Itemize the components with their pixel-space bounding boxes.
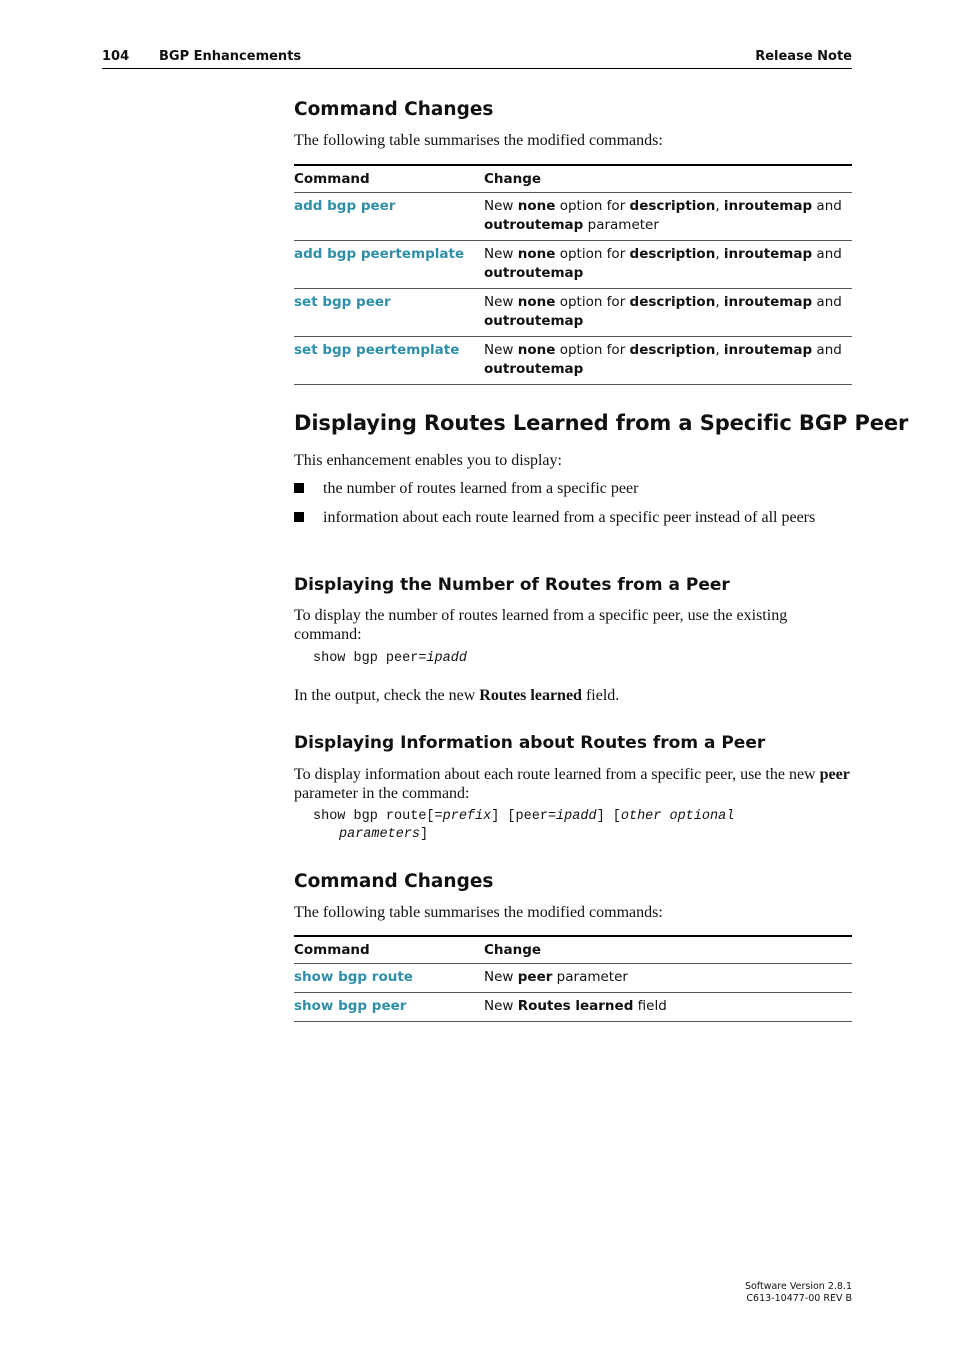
change-cell: New none option for description, inroutemap and outroutemap [484, 289, 852, 337]
subsection-heading-route-information: Displaying Information about Routes from a Peer [294, 733, 766, 753]
command-changes-table-1 [294, 166, 852, 385]
table-intro: The following table summarises the modified commands: [294, 904, 663, 921]
column-header-command: Command [294, 937, 484, 964]
change-cell: New none option for description, inroutemap and outroutemap [484, 241, 852, 289]
command-changes-heading: Command Changes [294, 99, 494, 120]
table-row [294, 193, 852, 241]
change-cell: New Routes learned field [484, 993, 852, 1022]
column-header-command: Command [294, 166, 484, 193]
table-intro: The following table summarises the modified commands: [294, 132, 663, 149]
table-row [294, 289, 852, 337]
subsection-text: To display information about each route learned from a specific peer, use the new peer parameter in the command: [294, 766, 850, 802]
subsection-text: To display the number of routes learned from a specific peer, use the existing command: [294, 607, 788, 643]
command-link[interactable]: set bgp peer [294, 294, 391, 310]
command-link[interactable]: add bgp peer [294, 198, 396, 214]
command-example: show bgp route[=prefix] [peer=ipadd] [other optional [313, 809, 735, 824]
command-link[interactable]: show bgp peer [294, 998, 407, 1014]
section-intro: This enhancement enables you to display: [294, 452, 562, 469]
table-row [294, 337, 852, 385]
table-row [294, 964, 852, 993]
command-link[interactable]: show bgp route [294, 969, 413, 985]
table-row [294, 993, 852, 1022]
command-changes-heading: Command Changes [294, 871, 494, 892]
bullet-square-icon [294, 512, 304, 522]
command-example: show bgp peer=ipadd [313, 651, 467, 666]
list-item: information about each route learned from a specific peer instead of all peers [294, 508, 852, 527]
list-item: the number of routes learned from a specific peer [294, 479, 852, 498]
command-link[interactable]: add bgp peertemplate [294, 246, 465, 262]
bullet-square-icon [294, 483, 304, 493]
change-cell: New none option for description, inroutemap and outroutemap [484, 337, 852, 385]
table-row [294, 241, 852, 289]
section-heading: Displaying Routes Learned from a Specific BGP Peer [294, 411, 909, 435]
command-link[interactable]: set bgp peertemplate [294, 342, 460, 358]
page-footer [745, 1281, 852, 1305]
output-note: In the output, check the new Routes learned field. [294, 687, 620, 704]
document-type: Release Note [755, 49, 852, 64]
page-number: 104 [102, 49, 130, 64]
table-header-row [294, 937, 852, 964]
column-header-change: Change [484, 166, 852, 193]
document-id: C613-10477-00 REV B [746, 1293, 852, 1304]
command-changes-table-2 [294, 937, 852, 1022]
software-version: Software Version 2.8.1 [744, 1281, 852, 1292]
table-header-row [294, 166, 852, 193]
bullet-list [294, 479, 852, 537]
change-cell: New peer parameter [484, 964, 852, 993]
subsection-heading-number-of-routes: Displaying the Number of Routes from a Peer [294, 575, 730, 595]
change-cell: New none option for description, inroutemap and outroutemap parameter [484, 193, 852, 241]
running-header [102, 48, 852, 69]
command-example-continuation: parameters] [339, 827, 429, 842]
chapter-title: BGP Enhancements [159, 49, 302, 64]
column-header-change: Change [484, 937, 852, 964]
